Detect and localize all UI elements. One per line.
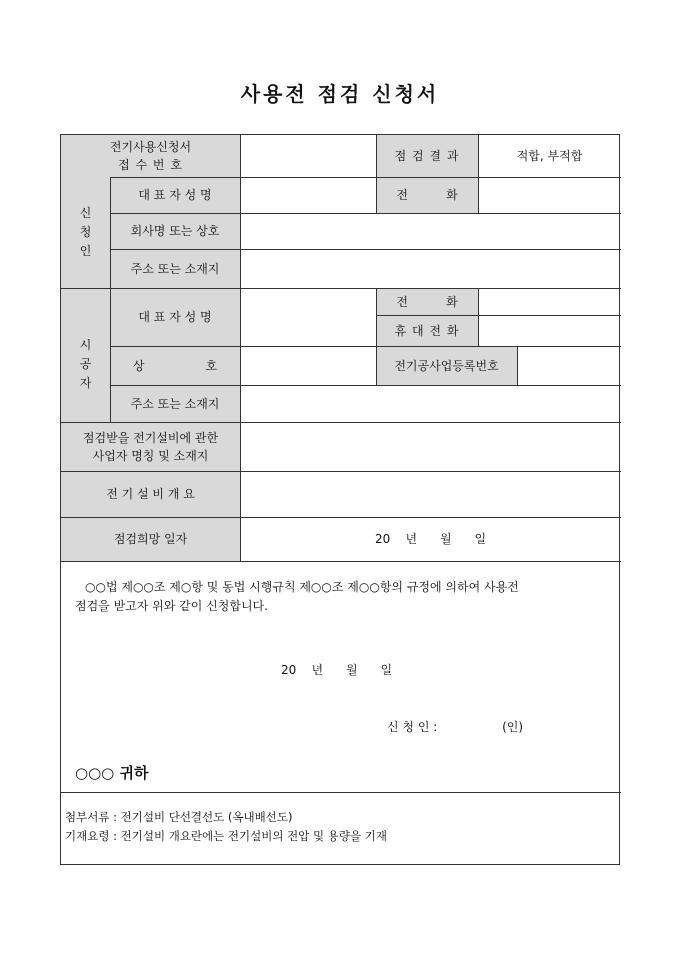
receipt-number-label xyxy=(61,135,240,177)
application-form xyxy=(60,134,620,865)
grid-line xyxy=(110,177,621,178)
contractor-reg-label: 전기공사업등록번호 xyxy=(376,346,517,385)
date-label: 점검희망 일자 xyxy=(61,517,240,561)
contractor-trade-label: 상 호 xyxy=(110,346,240,385)
grid-line xyxy=(61,471,621,472)
applicant-side-label xyxy=(61,177,110,288)
receipt-number-field[interactable] xyxy=(240,135,376,177)
sign-date: 20 년 월 일 xyxy=(281,663,393,677)
contractor-rep-label: 대 표 자 성 명 xyxy=(110,288,240,346)
grid-line xyxy=(110,177,111,422)
grid-line xyxy=(478,288,479,346)
grid-line xyxy=(110,213,621,214)
contractor-phone-label: 전 화 xyxy=(376,288,478,315)
result-value: 적합, 부적합 xyxy=(516,149,583,163)
contractor-trade-field[interactable] xyxy=(240,346,376,385)
applicant-side-char: 신 xyxy=(79,206,92,220)
applicant-company-field[interactable] xyxy=(240,213,621,249)
grid-line xyxy=(376,315,621,316)
grid-line xyxy=(376,288,377,385)
applicant-signature: 신 청 인 : (인) xyxy=(387,720,524,734)
applicant-company-label: 회사명 또는 상호 xyxy=(110,213,240,249)
contractor-rep-field[interactable] xyxy=(240,288,376,346)
grid-line xyxy=(110,385,621,386)
applicant-address-field[interactable] xyxy=(240,249,621,288)
contractor-mobile-field[interactable] xyxy=(478,315,621,346)
contractor-address-label: 주소 또는 소재지 xyxy=(110,385,240,422)
grid-line xyxy=(61,517,621,518)
grid-line xyxy=(61,288,621,289)
applicant-rep-label: 대 표 자 성 명 xyxy=(110,177,240,213)
contractor-reg-field[interactable] xyxy=(517,346,621,385)
facility-label-line2: 사업자 명칭 및 소재지 xyxy=(92,448,209,463)
receipt-label-line2: 접 수 번 호 xyxy=(118,158,183,172)
contractor-side-char: 공 xyxy=(79,356,92,371)
applicant-side-char: 인 xyxy=(79,244,92,258)
applicant-rep-field[interactable] xyxy=(240,177,376,213)
applicant-address-label: 주소 또는 소재지 xyxy=(110,249,240,288)
attachments-note: 첨부서류 : 전기설비 단선결선도 (옥내배선도) xyxy=(65,810,293,824)
overview-field[interactable] xyxy=(240,471,621,517)
statement-line2: 점검을 받고자 위와 같이 신청합니다. xyxy=(75,599,268,613)
contractor-mobile-label: 휴 대 전 화 xyxy=(376,315,478,346)
overview-label: 전 기 설 비 개 요 xyxy=(61,471,240,517)
grid-line xyxy=(376,135,377,213)
facility-field[interactable] xyxy=(240,422,621,471)
contractor-address-field[interactable] xyxy=(240,385,621,422)
contractor-side-char: 시 xyxy=(79,337,92,352)
statement-line1: ○○법 제○○조 제○항 및 동법 시행규칙 제○○조 제○○항의 규정에 의하여 사용전 xyxy=(85,580,519,594)
grid-line xyxy=(110,346,621,347)
facility-label-line1: 점검받을 전기설비에 관한 xyxy=(82,430,219,445)
applicant-phone-label: 전 화 xyxy=(376,177,478,213)
contractor-phone-field[interactable] xyxy=(478,288,621,315)
date-value: 20 년 월 일 xyxy=(374,532,487,546)
grid-line xyxy=(240,135,241,561)
result-label: 점 검 결 과 xyxy=(376,135,478,177)
page-title: 사용전 점검 신청서 xyxy=(240,82,440,106)
grid-line xyxy=(61,422,621,423)
contractor-side-char: 자 xyxy=(79,375,92,390)
grid-line xyxy=(61,561,621,562)
instructions-note: 기재요령 : 전기설비 개요란에는 전기설비의 전압 및 용량을 기재 xyxy=(65,829,387,843)
applicant-phone-field[interactable] xyxy=(478,177,621,213)
grid-line xyxy=(110,249,621,250)
grid-line xyxy=(61,792,621,793)
facility-label xyxy=(61,422,240,471)
contractor-side-label xyxy=(61,288,110,422)
applicant-side-char: 청 xyxy=(79,225,92,239)
statement-text xyxy=(75,578,615,616)
addressee: ○○○ 귀하 xyxy=(75,764,149,782)
grid-line xyxy=(478,135,479,213)
grid-line xyxy=(517,346,518,385)
receipt-label-line1: 전기사용신청서 xyxy=(109,140,192,154)
